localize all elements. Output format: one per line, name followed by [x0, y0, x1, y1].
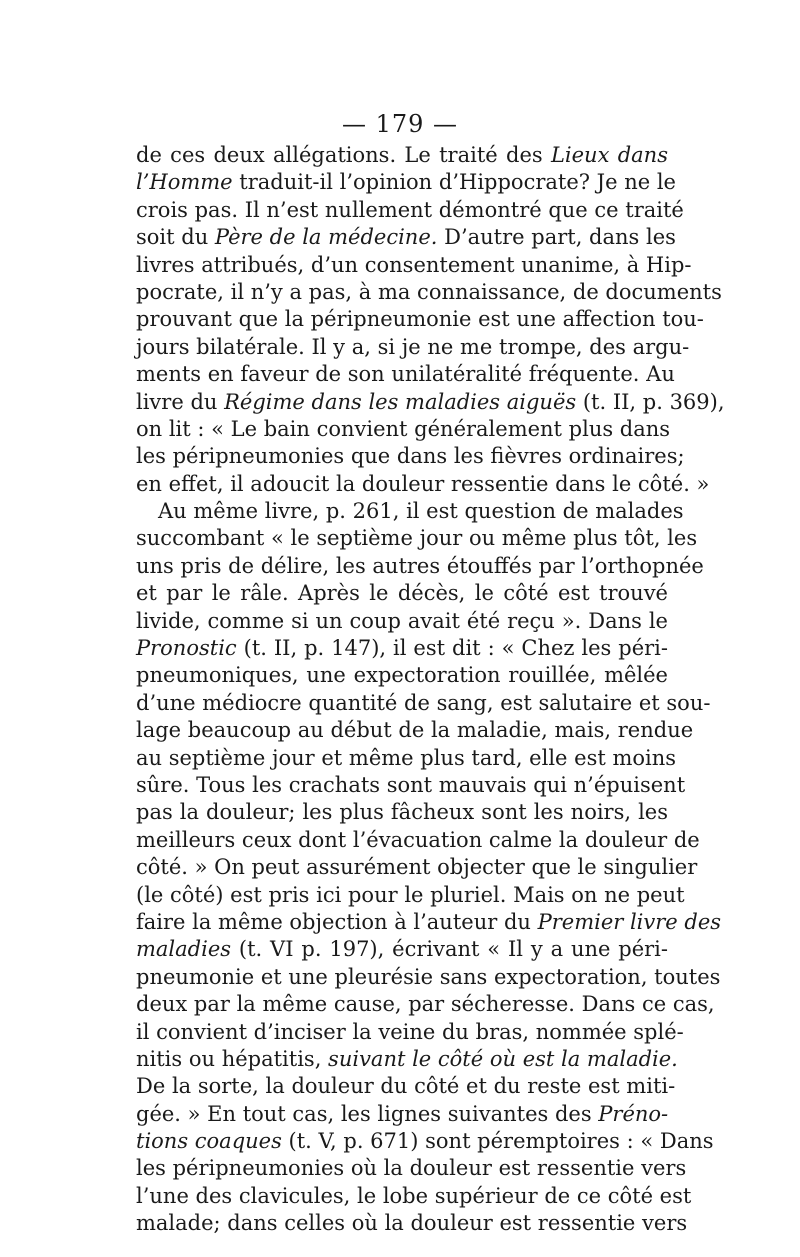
text-line: on lit : « Le bain convient généralement plus dans [136, 416, 671, 441]
text-line: de ces deux allégations. Le traité des Lieux dans [136, 143, 668, 167]
text-line: crois pas. Il n’est nullement démontré que ce traité [136, 197, 684, 222]
text-line: les péripneumonies où la douleur est ressentie vers [136, 1156, 687, 1181]
text-line: faire la même objection à l’auteur du Premier livre des [136, 909, 722, 934]
text-line: succombant « le septième jour ou même plus tôt, les [136, 526, 698, 551]
text-line: livres attribués, d’un consentement unanime, à Hip- [136, 252, 692, 277]
text-line: pocrate, il n’y a pas, à ma connaissance, de documents [136, 279, 722, 304]
body-text [136, 142, 725, 1238]
text-line: pneumonie et une pleurésie sans expectoration, toutes [136, 964, 721, 989]
text-line: malade; dans celles où la douleur est ressentie vers [136, 1211, 688, 1236]
text-line: en effet, il adoucit la douleur ressentie dans le côté. » [136, 471, 710, 496]
text-line: maladies (t. VI p. 197), écrivant « Il y a une péri- [136, 937, 668, 962]
text-line: il convient d’inciser la veine du bras, nommée splé- [136, 1019, 684, 1044]
text-line: ments en faveur de son unilatéralité fréquente. Au [136, 362, 675, 387]
text-line: sûre. Tous les crachats sont mauvais qui n’épuisent [136, 772, 686, 797]
text-line: pneumoniques, une expectoration rouillée, mêlée [136, 663, 668, 688]
text-line: Pronostic (t. II, p. 147), il est dit : « Chez les péri- [136, 636, 668, 661]
text-line: pas la douleur; les plus fâcheux sont les noirs, les [136, 800, 668, 825]
text-line: tions coaques (t. V, p. 671) sont péremptoires : « Dans [136, 1129, 714, 1154]
text-line: prouvant que la péripneumonie est une affection tou- [136, 307, 704, 332]
text-line: côté. » On peut assurément objecter que le singulier [136, 855, 698, 880]
text-line: soit du Père de la médecine. D’autre part, dans les [136, 225, 676, 250]
text-line: Au même livre, p. 261, il est question de malades [158, 499, 684, 524]
text-line: lage beaucoup au début de la maladie, mais, rendue [136, 718, 694, 743]
text-line: deux par la même cause, par sécheresse. Dans ce cas, [136, 992, 715, 1017]
text-line: (le côté) est pris ici pour le pluriel. Mais on ne peut [136, 882, 685, 907]
text-line: et par le râle. Après le décès, le côté est trouvé [136, 581, 668, 606]
text-line: De la sorte, la douleur du côté et du reste est miti- [136, 1074, 676, 1099]
text-line: au septième jour et même plus tard, elle est moins [136, 745, 677, 770]
page-number: — 179 — [341, 110, 459, 138]
text-line: nitis ou hépatitis, suivant le côté où est la maladie. [136, 1046, 678, 1071]
text-line: meilleurs ceux dont l’évacuation calme la douleur de [136, 827, 700, 852]
text-line: gée. » En tout cas, les lignes suivantes des Préno- [136, 1101, 669, 1126]
text-line: les péripneumonies que dans les fièvres ordinaires; [136, 444, 685, 469]
text-line: jours bilatérale. Il y a, si je ne me trompe, des argu- [136, 334, 690, 359]
text-line: livre du Régime dans les maladies aiguës (t. II, p. 369), [136, 389, 725, 414]
text-line: livide, comme si un coup avait été reçu ». Dans le [136, 608, 668, 633]
text-line: d’une médiocre quantité de sang, est salutaire et sou- [136, 690, 711, 715]
text-line: l’Homme traduit-il l’opinion d’Hippocrate? Je ne le [136, 170, 676, 195]
text-line: l’une des clavicules, le lobe supérieur de ce côté est [136, 1183, 692, 1208]
text-line: uns pris de délire, les autres étouffés par l’orthopnée [136, 553, 704, 578]
